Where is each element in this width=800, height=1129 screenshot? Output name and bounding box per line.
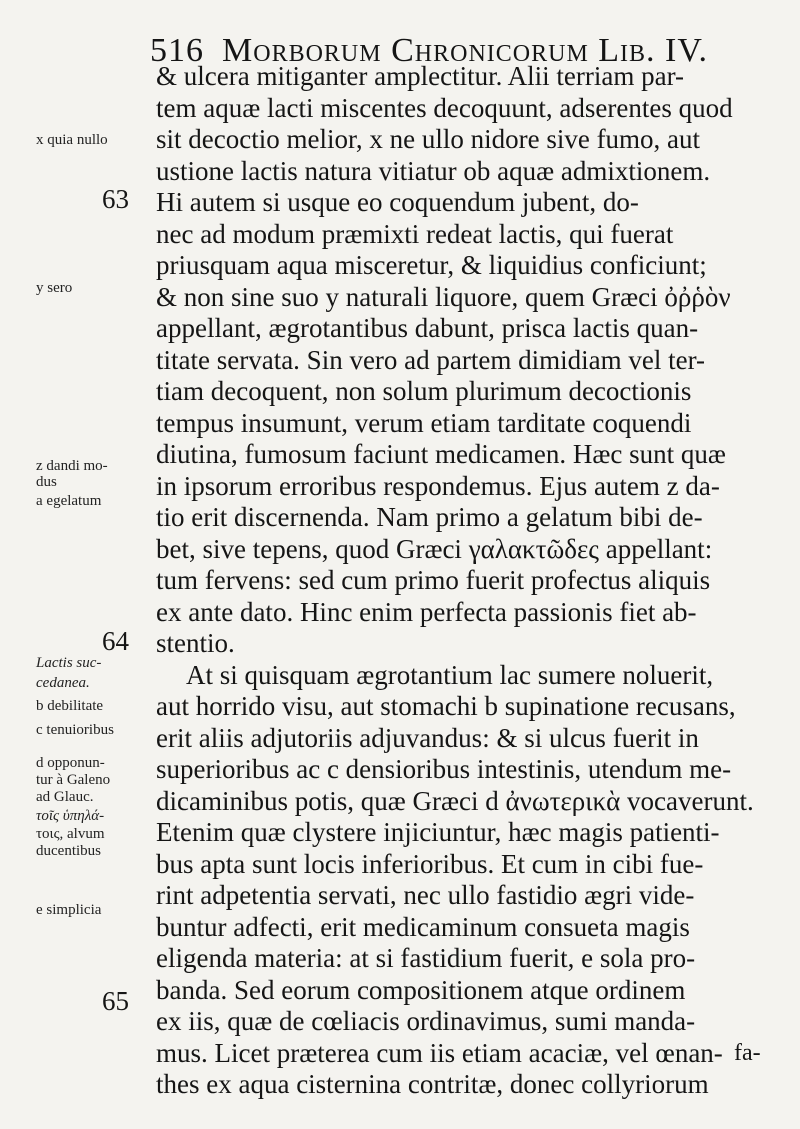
margin-note-d-line5: τοις, alvum xyxy=(36,826,105,842)
margin-note-z: z dandi mo- xyxy=(36,458,108,474)
text-line: thes ex aqua cisternina contritæ, donec collyriorum xyxy=(156,1069,709,1099)
catchword: fa- xyxy=(734,1040,761,1066)
text-line: nec ad modum præmixti redeat lactis, qui fuerat xyxy=(156,218,674,249)
text-line: & ulcera mitiganter amplectitur. Alii terriam par- xyxy=(156,61,685,91)
text-line: bus apta sunt locis inferioribus. Et cum in cibi fue- xyxy=(156,848,704,879)
text-line: rint adpetentia servati, nec ullo fastidio ægri vide- xyxy=(156,880,695,910)
margin-note-d-line4: τοῖς ὑπηλά- xyxy=(36,808,105,824)
text-line: titate servata. Sin vero ad partem dimidiam vel ter- xyxy=(156,344,706,375)
section-number-64: 64 xyxy=(102,626,129,656)
text-line: buntur adfecti, erit medicaminum consueta magis xyxy=(156,911,690,942)
text-line: ex iis, quæ de cœliacis ordinavimus, sumi manda- xyxy=(156,1006,696,1036)
margin-note-c: c tenuioribus xyxy=(36,722,114,738)
margin-note-y: y sero xyxy=(36,280,73,296)
text-line: priusquam aqua misceretur, & liquidius conficiunt; xyxy=(156,250,707,280)
margin-note-d-line6: ducentibus xyxy=(36,843,101,859)
text-line: erit aliis adjutoriis adjuvandus: & si ulcus fuerit in xyxy=(156,722,699,753)
text-line: tiam decoquent, non solum plurimum decoctionis xyxy=(156,376,692,406)
text-line: & non sine suo y naturali liquore, quem Græci ὀῤῥὸν xyxy=(156,281,731,312)
text-line: Hi autem si usque eo coquendum jubent, do- xyxy=(156,187,639,217)
margin-note-z-cont: dus xyxy=(36,474,57,490)
text-line: ustione lactis natura vitiatur ob aquæ admixtionem. xyxy=(156,155,711,186)
text-line: tem aquæ lacti miscentes decoquunt, adserentes quod xyxy=(156,92,733,123)
margin-note-a: a egelatum xyxy=(36,493,102,509)
margin-note-x: x quia nullo xyxy=(36,132,108,148)
margin-note-b: b debilitate xyxy=(36,698,104,714)
text-line: diutina, fumosum faciunt medicamen. Hæc sunt quæ xyxy=(156,439,726,469)
text-line: ex ante dato. Hinc enim perfecta passionis fiet ab- xyxy=(156,596,697,627)
text-line: bet, sive tepens, quod Græci γαλακτῶδες appellant: xyxy=(156,533,713,564)
text-line: sit decoctio melior, x ne ullo nidore sive fumo, aut xyxy=(156,124,701,154)
running-title: Morborum Chronicorum Lib. IV. xyxy=(222,32,709,69)
text-line: appellant, ægrotantibus dabunt, prisca lactis quan- xyxy=(156,313,699,343)
text-line: banda. Sed eorum compositionem atque ordinem xyxy=(156,974,686,1005)
text-line: superioribus ac c densioribus intestinis, utendum me- xyxy=(156,754,732,784)
text-line: tum fervens: sed cum primo fuerit profectus aliquis xyxy=(156,565,711,595)
text-line: dicaminibus potis, quæ Græci d ἀνωτερικὰ vocaverunt. xyxy=(156,785,754,816)
text-line: mus. Licet præterea cum iis etiam acaciæ, vel œnan- xyxy=(156,1037,723,1068)
margin-note-e: e simplicia xyxy=(36,902,102,918)
text-line: tio erit discernenda. Nam primo a gelatum bibi de- xyxy=(156,502,703,532)
section-number-63: 63 xyxy=(102,184,129,214)
text-line: Etenim quæ clystere injiciuntur, hæc magis patienti- xyxy=(156,817,720,847)
text-line: eligenda materia: at si fastidium fuerit, e sola pro- xyxy=(156,943,696,973)
text-line: At si quisquam ægrotantium lac sumere noluerit, xyxy=(186,659,714,690)
margin-note-d-line2: tur à Galeno xyxy=(36,772,111,788)
text-line: aut horrido visu, aut stomachi b supinatione recusans, xyxy=(156,691,736,721)
main-text xyxy=(156,61,756,1101)
margin-note-d-line3: ad Glauc. xyxy=(36,789,94,805)
text-line: tempus insumunt, verum etiam tarditate coquendi xyxy=(156,407,692,438)
margin-note-lactis-cont: cedanea. xyxy=(36,675,90,691)
margin-note-lactis: Lactis suc- xyxy=(36,655,102,671)
text-line: stentio. xyxy=(156,628,235,658)
page-number: 516 xyxy=(150,32,204,69)
margin-note-d: d opponun- xyxy=(36,755,105,771)
section-number-65: 65 xyxy=(102,986,129,1016)
text-line: in ipsorum erroribus respondemus. Ejus autem z da- xyxy=(156,470,720,501)
